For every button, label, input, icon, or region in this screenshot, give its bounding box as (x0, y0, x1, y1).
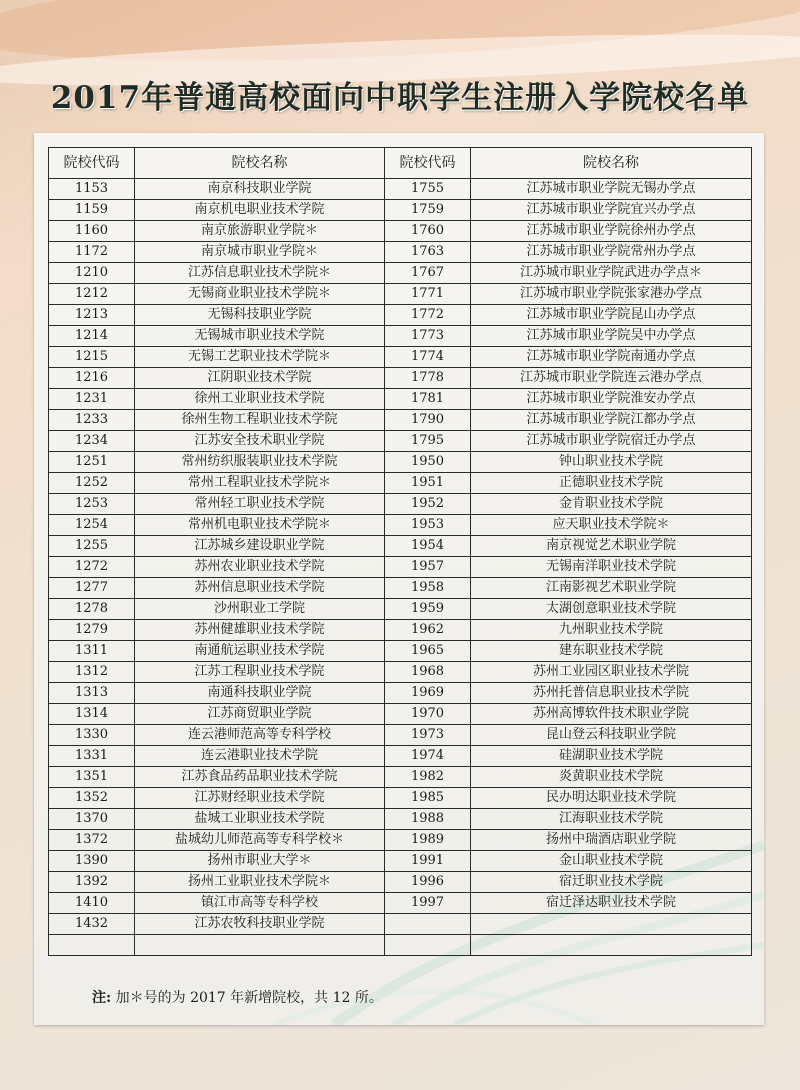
school-name-cell: 南京科技职业学院 (135, 179, 385, 200)
school-name-cell: 盐城幼儿师范高等专科学校＊ (135, 830, 385, 851)
school-name-cell: 徐州生物工程职业技术学院 (135, 410, 385, 431)
page-title: 2017年普通高校面向中职学生注册入学院校名单 (50, 80, 750, 116)
school-name-cell: 苏州农业职业技术学院 (135, 557, 385, 578)
school-name-cell: 江苏城市职业学院张家港办学点 (471, 284, 752, 305)
school-code-cell: 1313 (49, 683, 135, 704)
header-name-left: 院校名称 (135, 148, 385, 179)
school-name-cell: 江苏财经职业技术学院 (135, 788, 385, 809)
school-name-cell: 江苏城市职业学院连云港办学点 (471, 368, 752, 389)
table-row (49, 914, 752, 935)
table-row (49, 263, 752, 284)
school-name-cell: 江苏工程职业技术学院 (135, 662, 385, 683)
school-name-cell: 扬州中瑞酒店职业学院 (471, 830, 752, 851)
school-code-cell: 1314 (49, 704, 135, 725)
school-code-cell: 1253 (49, 494, 135, 515)
table-row (49, 452, 752, 473)
header-name-right: 院校名称 (471, 148, 752, 179)
school-code-cell: 1279 (49, 620, 135, 641)
school-code-cell: 1968 (385, 662, 471, 683)
school-code-cell: 1234 (49, 431, 135, 452)
school-list-table (48, 147, 752, 956)
table-row (49, 809, 752, 830)
school-name-cell: 江苏城市职业学院徐州办学点 (471, 221, 752, 242)
school-code-cell: 1790 (385, 410, 471, 431)
table-row (49, 893, 752, 914)
school-code-cell: 1962 (385, 620, 471, 641)
school-code-cell: 1969 (385, 683, 471, 704)
school-code-cell: 1272 (49, 557, 135, 578)
school-name-cell: 江苏商贸职业学院 (135, 704, 385, 725)
table-row (49, 515, 752, 536)
school-name-cell: 盐城工业职业技术学院 (135, 809, 385, 830)
school-code-cell: 1781 (385, 389, 471, 410)
school-code-cell: 1951 (385, 473, 471, 494)
table-row (49, 725, 752, 746)
school-code-cell: 1278 (49, 599, 135, 620)
school-name-cell: 南京旅游职业学院＊ (135, 221, 385, 242)
table-row (49, 683, 752, 704)
table-row (49, 557, 752, 578)
school-code-cell: 1159 (49, 200, 135, 221)
table-row (49, 242, 752, 263)
school-code-cell: 1755 (385, 179, 471, 200)
school-name-cell: 扬州市职业大学＊ (135, 851, 385, 872)
school-name-cell: 江苏城乡建设职业学院 (135, 536, 385, 557)
school-code-cell: 1233 (49, 410, 135, 431)
table-body (49, 179, 752, 956)
school-code-cell: 1759 (385, 200, 471, 221)
school-code-cell: 1996 (385, 872, 471, 893)
table-row (49, 767, 752, 788)
table-row (49, 494, 752, 515)
footnote-label: 注: (92, 990, 112, 1006)
table-row (49, 620, 752, 641)
header-code-right: 院校代码 (385, 148, 471, 179)
header-code-left: 院校代码 (49, 148, 135, 179)
school-name-cell: 应天职业技术学院＊ (471, 515, 752, 536)
school-name-cell: 扬州工业职业技术学院＊ (135, 872, 385, 893)
school-name-cell: 南京城市职业学院＊ (135, 242, 385, 263)
school-name-cell: 宿迁泽达职业技术学院 (471, 893, 752, 914)
school-name-cell: 常州轻工职业技术学院 (135, 494, 385, 515)
school-name-cell (135, 935, 385, 956)
school-code-cell (49, 935, 135, 956)
school-code-cell: 1311 (49, 641, 135, 662)
school-name-cell: 江苏城市职业学院吴中办学点 (471, 326, 752, 347)
school-name-cell: 九州职业技术学院 (471, 620, 752, 641)
table-row (49, 830, 752, 851)
table-row (49, 662, 752, 683)
school-code-cell: 1950 (385, 452, 471, 473)
school-name-cell: 无锡科技职业学院 (135, 305, 385, 326)
school-code-cell: 1953 (385, 515, 471, 536)
table-row (49, 599, 752, 620)
school-name-cell: 江苏城市职业学院昆山办学点 (471, 305, 752, 326)
school-name-cell: 苏州健雄职业技术学院 (135, 620, 385, 641)
school-name-cell (471, 935, 752, 956)
table-row (49, 872, 752, 893)
school-name-cell: 徐州工业职业技术学院 (135, 389, 385, 410)
table-row (49, 221, 752, 242)
school-name-cell: 昆山登云科技职业学院 (471, 725, 752, 746)
school-code-cell: 1954 (385, 536, 471, 557)
school-code-cell: 1970 (385, 704, 471, 725)
school-name-cell: 宿迁职业技术学院 (471, 872, 752, 893)
table-row (49, 935, 752, 956)
school-name-cell: 江苏食品药品职业技术学院 (135, 767, 385, 788)
school-name-cell: 金山职业技术学院 (471, 851, 752, 872)
school-name-cell: 南京视觉艺术职业学院 (471, 536, 752, 557)
school-code-cell: 1210 (49, 263, 135, 284)
school-code-cell: 1774 (385, 347, 471, 368)
school-code-cell: 1251 (49, 452, 135, 473)
school-code-cell: 1991 (385, 851, 471, 872)
school-name-cell: 钟山职业技术学院 (471, 452, 752, 473)
school-name-cell: 沙州职业工学院 (135, 599, 385, 620)
school-code-cell: 1352 (49, 788, 135, 809)
footnote (92, 987, 383, 1007)
table-row (49, 473, 752, 494)
school-code-cell: 1767 (385, 263, 471, 284)
school-name-cell: 镇江市高等专科学校 (135, 893, 385, 914)
table-header-row (49, 148, 752, 179)
school-code-cell: 1988 (385, 809, 471, 830)
school-code-cell: 1432 (49, 914, 135, 935)
school-name-cell: 江苏城市职业学院淮安办学点 (471, 389, 752, 410)
school-name-cell: 江海职业技术学院 (471, 809, 752, 830)
school-code-cell (385, 935, 471, 956)
school-code-cell: 1255 (49, 536, 135, 557)
school-code-cell: 1216 (49, 368, 135, 389)
school-code-cell: 1231 (49, 389, 135, 410)
school-name-cell: 江苏安全技术职业学院 (135, 431, 385, 452)
school-name-cell: 江阴职业技术学院 (135, 368, 385, 389)
school-name-cell: 江苏城市职业学院武进办学点＊ (471, 263, 752, 284)
school-name-cell: 江苏城市职业学院常州办学点 (471, 242, 752, 263)
table-row (49, 368, 752, 389)
school-code-cell: 1772 (385, 305, 471, 326)
table-row (49, 410, 752, 431)
school-code-cell: 1763 (385, 242, 471, 263)
school-name-cell: 南京机电职业技术学院 (135, 200, 385, 221)
school-name-cell: 江苏城市职业学院江都办学点 (471, 410, 752, 431)
school-code-cell: 1254 (49, 515, 135, 536)
school-name-cell: 常州工程职业技术学院＊ (135, 473, 385, 494)
school-name-cell: 常州机电职业技术学院＊ (135, 515, 385, 536)
school-code-cell: 1372 (49, 830, 135, 851)
table-row (49, 704, 752, 725)
school-name-cell: 江苏城市职业学院无锡办学点 (471, 179, 752, 200)
school-name-cell: 常州纺织服装职业技术学院 (135, 452, 385, 473)
school-code-cell: 1277 (49, 578, 135, 599)
school-code-cell: 1153 (49, 179, 135, 200)
school-name-cell: 连云港职业技术学院 (135, 746, 385, 767)
school-code-cell: 1760 (385, 221, 471, 242)
school-name-cell: 无锡商业职业技术学院＊ (135, 284, 385, 305)
school-code-cell: 1771 (385, 284, 471, 305)
table-row (49, 284, 752, 305)
school-code-cell: 1795 (385, 431, 471, 452)
school-code-cell: 1997 (385, 893, 471, 914)
school-code-cell: 1778 (385, 368, 471, 389)
list-sheet (34, 133, 764, 1025)
school-name-cell: 连云港师范高等专科学校 (135, 725, 385, 746)
school-code-cell: 1959 (385, 599, 471, 620)
school-code-cell: 1952 (385, 494, 471, 515)
school-name-cell: 南通航运职业技术学院 (135, 641, 385, 662)
table-row (49, 431, 752, 452)
school-code-cell: 1351 (49, 767, 135, 788)
table-row (49, 179, 752, 200)
school-code-cell: 1160 (49, 221, 135, 242)
table-row (49, 389, 752, 410)
school-name-cell: 正德职业技术学院 (471, 473, 752, 494)
school-code-cell: 1973 (385, 725, 471, 746)
table-row (49, 788, 752, 809)
table-row (49, 326, 752, 347)
school-code-cell: 1957 (385, 557, 471, 578)
school-name-cell: 苏州高博软件技术职业学院 (471, 704, 752, 725)
table-row (49, 578, 752, 599)
school-name-cell: 苏州托普信息职业技术学院 (471, 683, 752, 704)
school-code-cell: 1330 (49, 725, 135, 746)
school-code-cell: 1370 (49, 809, 135, 830)
school-name-cell: 金肯职业技术学院 (471, 494, 752, 515)
footnote-text: 加＊号的为 2017 年新增院校，共 12 所。 (115, 990, 383, 1006)
school-name-cell: 建东职业技术学院 (471, 641, 752, 662)
school-name-cell: 苏州工业园区职业技术学院 (471, 662, 752, 683)
school-name-cell: 江苏信息职业技术学院＊ (135, 263, 385, 284)
school-code-cell: 1982 (385, 767, 471, 788)
school-name-cell: 无锡南洋职业技术学院 (471, 557, 752, 578)
school-code-cell: 1390 (49, 851, 135, 872)
table-row (49, 200, 752, 221)
table-row (49, 746, 752, 767)
school-name-cell: 无锡工艺职业技术学院＊ (135, 347, 385, 368)
school-name-cell: 江苏城市职业学院南通办学点 (471, 347, 752, 368)
school-name-cell: 太湖创意职业技术学院 (471, 599, 752, 620)
school-code-cell: 1989 (385, 830, 471, 851)
school-code-cell: 1252 (49, 473, 135, 494)
school-name-cell: 江苏城市职业学院宿迁办学点 (471, 431, 752, 452)
table-row (49, 347, 752, 368)
school-code-cell: 1331 (49, 746, 135, 767)
school-name-cell: 民办明达职业技术学院 (471, 788, 752, 809)
school-code-cell: 1985 (385, 788, 471, 809)
school-code-cell: 1410 (49, 893, 135, 914)
school-name-cell: 苏州信息职业技术学院 (135, 578, 385, 599)
table-row (49, 536, 752, 557)
school-name-cell: 江苏农牧科技职业学院 (135, 914, 385, 935)
school-code-cell: 1965 (385, 641, 471, 662)
school-name-cell: 硅湖职业技术学院 (471, 746, 752, 767)
school-code-cell: 1392 (49, 872, 135, 893)
school-name-cell: 炎黄职业技术学院 (471, 767, 752, 788)
school-code-cell: 1215 (49, 347, 135, 368)
table-row (49, 641, 752, 662)
school-name-cell: 南通科技职业学院 (135, 683, 385, 704)
school-name-cell (471, 914, 752, 935)
school-name-cell: 无锡城市职业技术学院 (135, 326, 385, 347)
school-code-cell: 1213 (49, 305, 135, 326)
school-code-cell: 1212 (49, 284, 135, 305)
school-code-cell: 1312 (49, 662, 135, 683)
school-code-cell (385, 914, 471, 935)
school-code-cell: 1773 (385, 326, 471, 347)
school-code-cell: 1974 (385, 746, 471, 767)
school-name-cell: 江南影视艺术职业学院 (471, 578, 752, 599)
table-row (49, 851, 752, 872)
school-code-cell: 1958 (385, 578, 471, 599)
table-row (49, 305, 752, 326)
school-name-cell: 江苏城市职业学院宜兴办学点 (471, 200, 752, 221)
school-code-cell: 1172 (49, 242, 135, 263)
school-code-cell: 1214 (49, 326, 135, 347)
